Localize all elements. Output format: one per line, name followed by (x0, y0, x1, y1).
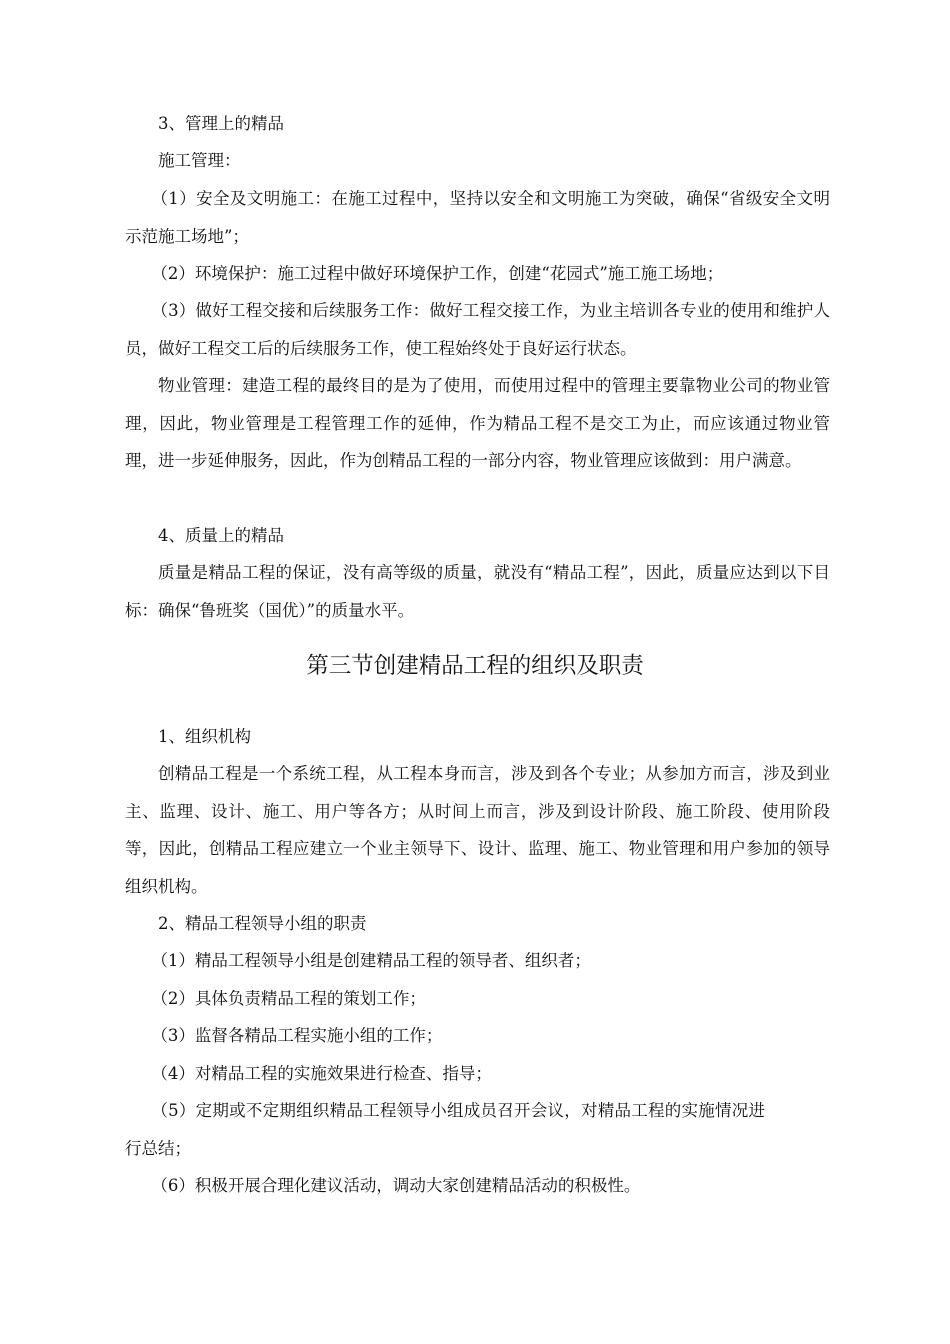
label-construction-management: 施工管理： (158, 151, 241, 170)
duty-item-5: （5）定期或不定期组织精品工程领导小组成员召开会议，对精品工程的实施情况进行总结； (125, 1101, 765, 1158)
duty-item-3: （3）监督各精品工程实施小组的工作； (151, 1026, 443, 1045)
heading-management-quality: 3、管理上的精品 (158, 114, 284, 133)
paragraph-organization: 创精品工程是一个系统工程，从工程本身而言，涉及到各个专业；从参加方而言，涉及到业主、监理、设计、施工、用户等各方；从时间上而言，涉及到设计阶段、施工阶段、使用阶段等，因此，创精品工程应建立一个业主领导下、设计、监理、施工、物业管理和用户参加的领导组织机构。 (125, 764, 830, 896)
heading-leadership-duties: 2、精品工程领导小组的职责 (158, 914, 367, 933)
heading-organization: 1、组织机构 (158, 727, 251, 746)
paragraph-property-management: 物业管理：建造工程的最终目的是为了使用，而使用过程中的管理主要靠物业公司的物业管理，因此，物业管理是工程管理工作的延伸，作为精品工程不是交工为止，而应该通过物业管理，进一步延伸服务，因此，作为创精品工程的一部分内容，物业管理应该做到：用户满意。 (125, 376, 830, 470)
duty-item-4: （4）对精品工程的实施效果进行检查、指导； (151, 1064, 492, 1083)
duty-item-6: （6）积极开展合理化建议活动，调动大家创建精品活动的积极性。 (151, 1176, 641, 1195)
duty-item-2: （2）具体负责精品工程的策划工作； (151, 989, 426, 1008)
heading-quality: 4、质量上的精品 (158, 526, 284, 545)
item-environment: （2）环境保护：施工过程中做好环境保护工作，创建“花园式”施工施工场地； (151, 264, 724, 283)
paragraph-quality: 质量是精品工程的保证，没有高等级的质量，就没有“精品工程”，因此，质量应达到以下目标：确保“鲁班奖（国优）”的质量水平。 (125, 563, 830, 620)
section-title: 第三节创建精品工程的组织及职责 (306, 653, 644, 679)
duty-item-1: （1）精品工程领导小组是创建精品工程的领导者、组织者； (151, 951, 591, 970)
item-safety-civilized: （1）安全及文明施工：在施工过程中，坚持以安全和文明施工为突破，确保“省级安全文明示范施工场地”； (125, 189, 830, 246)
item-handover-service: （3）做好工程交接和后续服务工作：做好工程交接工作，为业主培训各专业的使用和维护人员，做好工程交工后的后续服务工作，使工程始终处于良好运行状态。 (125, 301, 830, 358)
